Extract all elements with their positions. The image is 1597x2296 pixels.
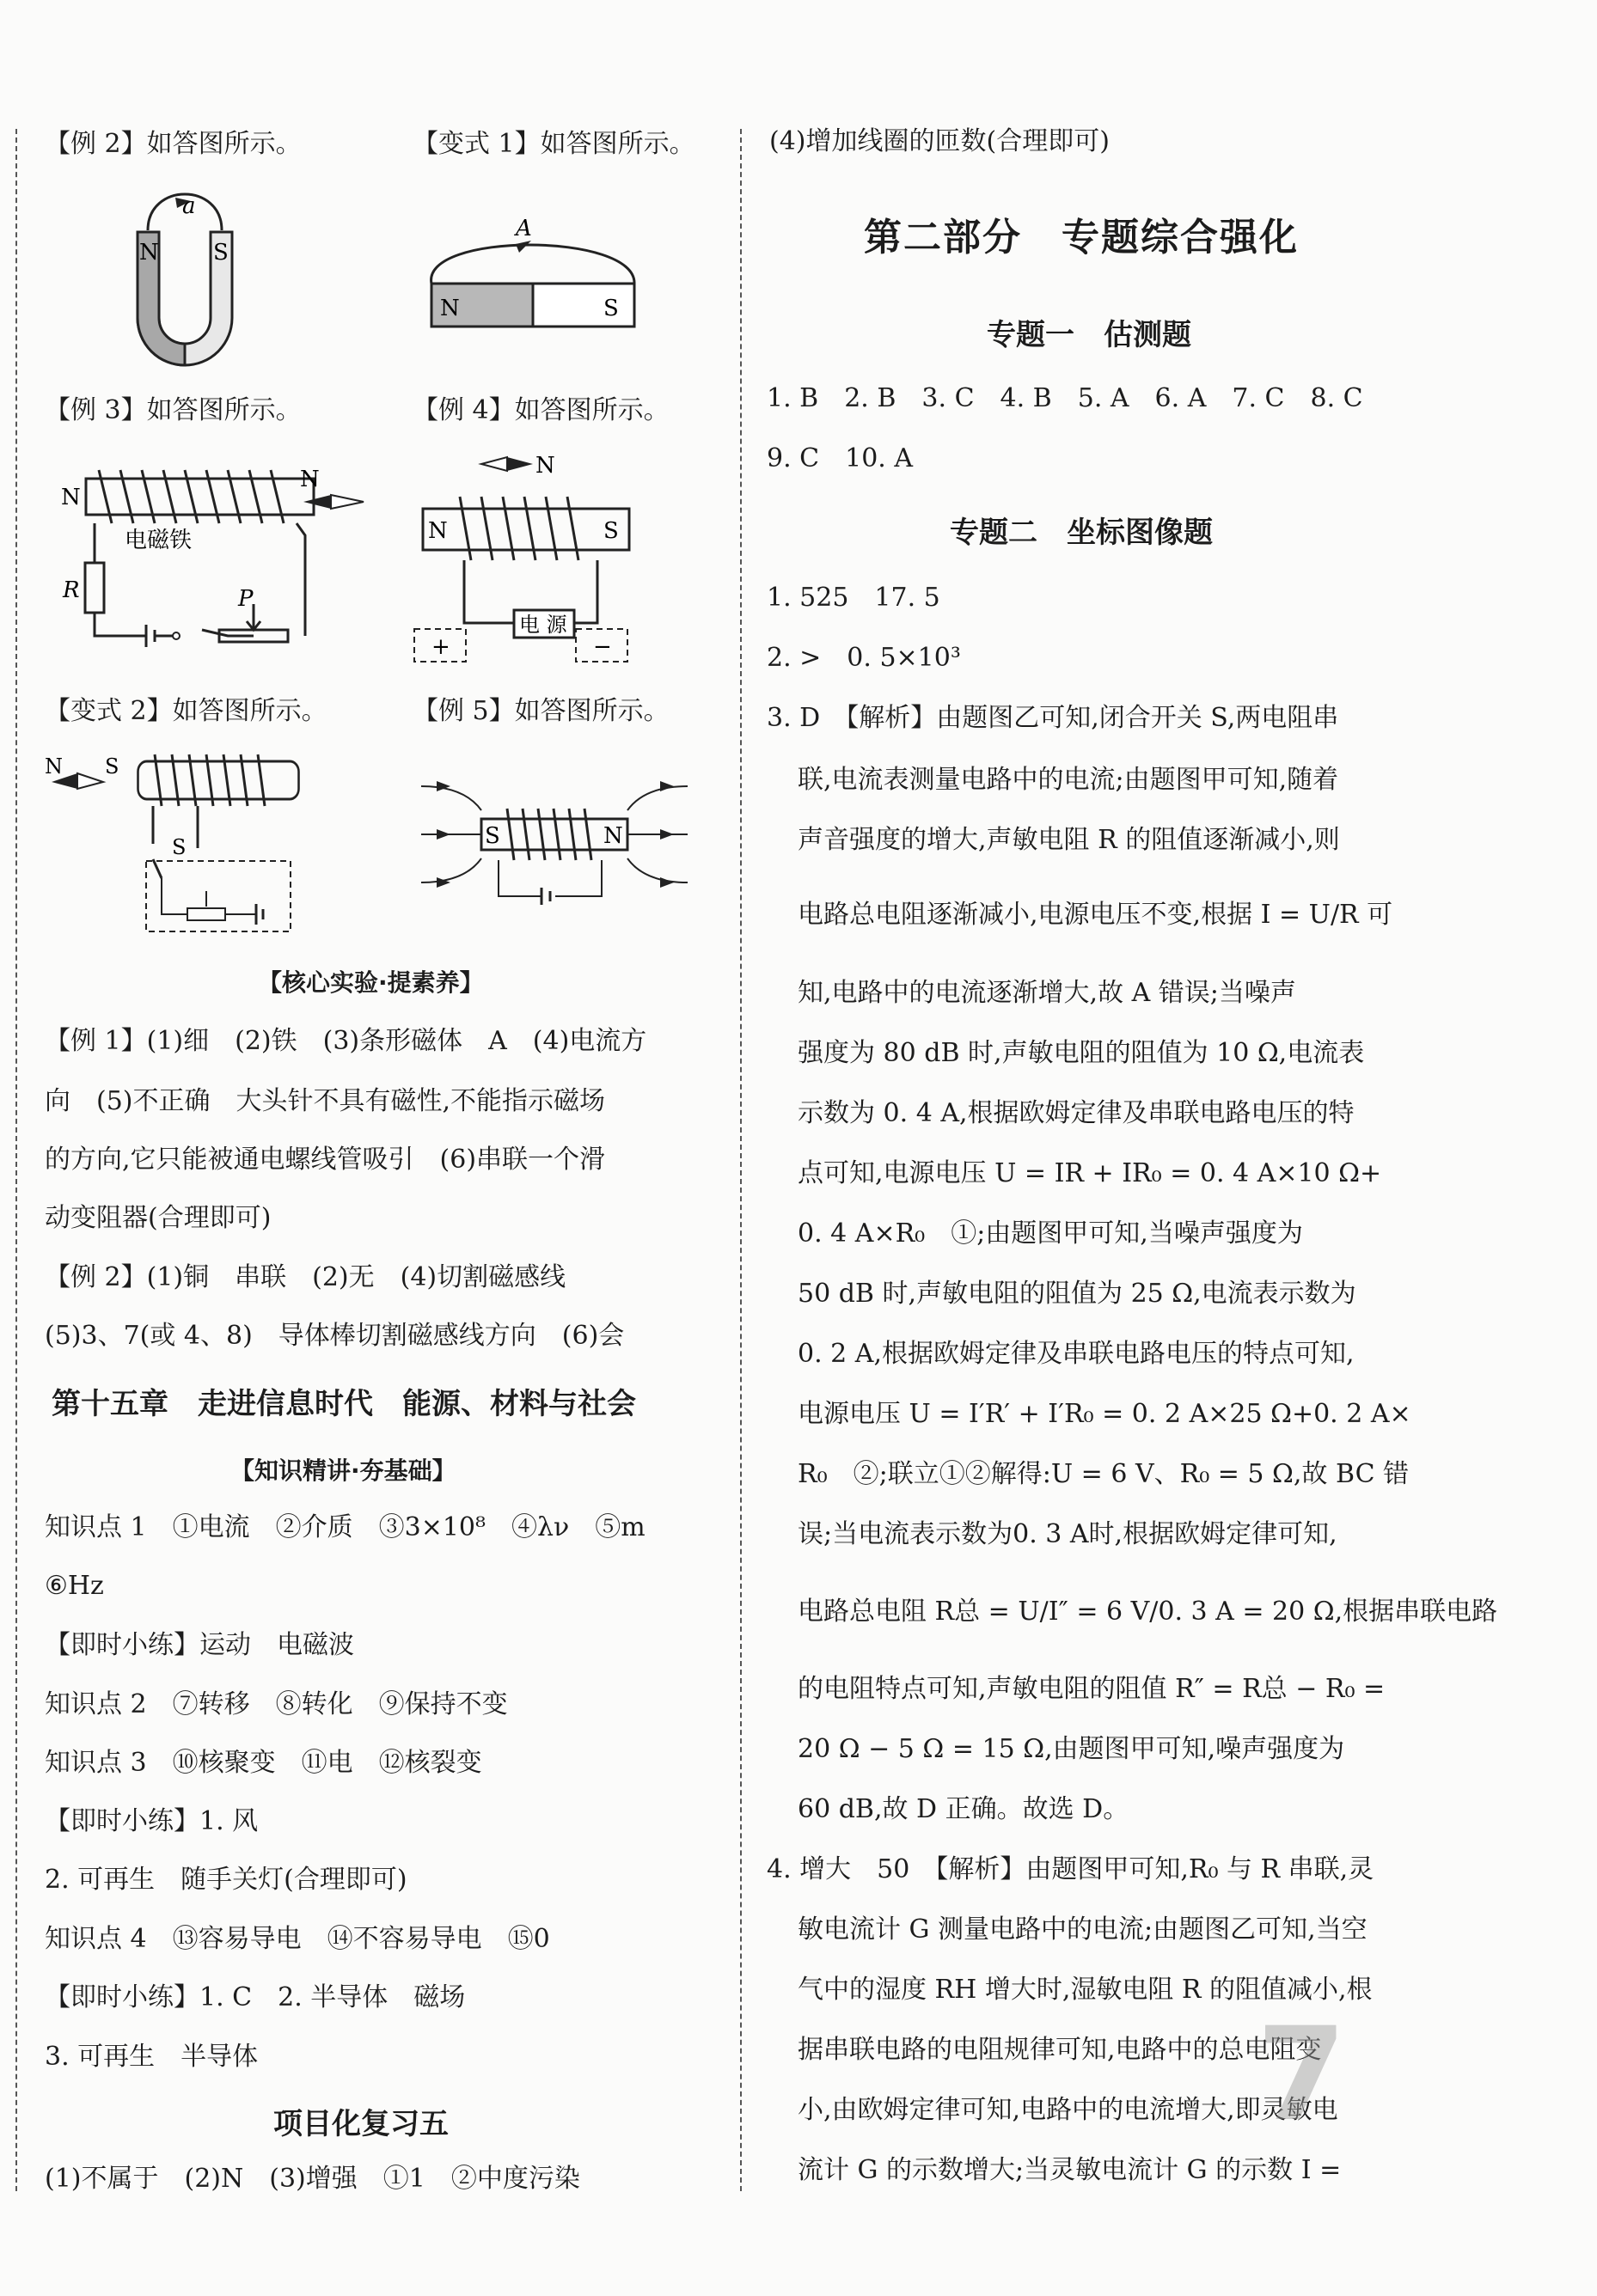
caption-variant-1: 【变式 1】如答图所示。 xyxy=(413,129,695,159)
right-top-line: (4)增加线圈的匝数(合理即可) xyxy=(769,126,1110,156)
knowledge-line-8: 知识点 4 ⑬容易导电 ⑭不容易导电 ⑮0 xyxy=(45,1924,550,1954)
knowledge-line-3: 【即时小练】运动 电磁波 xyxy=(45,1630,354,1660)
u-magnet-figure xyxy=(120,180,258,374)
caption-example-3: 【例 3】如答图所示。 xyxy=(45,395,302,425)
caption-example-2: 【例 2】如答图所示。 xyxy=(45,129,302,159)
field-arrow xyxy=(516,241,531,253)
review-line: (1)不属于 (2)N (3)增强 ①1 ②中度污染 xyxy=(45,2164,580,2194)
resistor-r xyxy=(85,563,104,613)
needle-dark xyxy=(303,495,331,509)
label-r: R xyxy=(63,577,80,603)
terminal-plus: + xyxy=(431,634,450,660)
topic2-line-14: 电源电压 U = I′R′ + I′R₀ = 0. 2 A×25 Ω+0. 2 A× xyxy=(798,1399,1411,1429)
field-lines xyxy=(421,786,688,882)
topic2-line-23: 气中的湿度 RH 增大时,湿敏电阻 R 的阻值减小,根 xyxy=(798,1975,1373,2005)
topic2-line-8: 强度为 80 dB 时,声敏电阻的阻值为 10 Ω,电流表 xyxy=(798,1038,1365,1068)
knowledge-line-5: 知识点 3 ⑩核聚变 ⑪电 ⑫核裂变 xyxy=(45,1748,482,1778)
solenoid-switch-figure xyxy=(43,749,301,938)
battery xyxy=(256,904,263,925)
chapter-title: 第十五章 走进信息时代 能源、材料与社会 xyxy=(52,1387,636,1421)
coil-windings xyxy=(507,809,591,860)
knowledge-line-1: 知识点 1 ①电流 ②介质 ③3×10⁸ ④λν ⑤m xyxy=(45,1512,646,1542)
label-n: N xyxy=(440,296,460,321)
needle-light xyxy=(331,495,364,509)
battery xyxy=(542,888,550,905)
topic2-line-4: 联,电流表测量电路中的电流;由题图甲可知,随着 xyxy=(798,765,1339,795)
compass-needle-ex3 xyxy=(297,466,374,517)
caption-variant-2: 【变式 2】如答图所示。 xyxy=(45,696,327,726)
label-n-needle: N xyxy=(300,467,320,492)
topic2-line-17: 电路总电阻 R总 = U/I″ = 6 V/0. 3 A = 20 Ω,根据串联电路 xyxy=(798,1597,1498,1627)
topic1-title: 专题一 估测题 xyxy=(987,318,1191,352)
label-n: N xyxy=(139,240,159,266)
label-s: S xyxy=(603,518,619,544)
topic2-line-10: 点可知,电源电压 U = IR + IR₀ = 0. 4 A×10 Ω+ xyxy=(798,1158,1382,1188)
knowledge-heading: 【知识精讲·夯基础】 xyxy=(230,1456,456,1485)
topic2-line-18: 的电阻特点可知,声敏电阻的阻值 R″ = R总 − R₀ = xyxy=(798,1674,1386,1704)
rheostat xyxy=(187,908,225,920)
topic1-answers-2: 9. C 10. A xyxy=(767,443,914,473)
review-title: 项目化复习五 xyxy=(273,2107,449,2141)
bar-s-half xyxy=(533,284,634,327)
label-s: S xyxy=(485,823,500,849)
column-divider-dashed-line xyxy=(740,129,742,2191)
core-line-4: 动变阻器(合理即可) xyxy=(45,1203,272,1233)
knowledge-line-10: 3. 可再生 半导体 xyxy=(45,2042,259,2072)
core-line-5: 【例 2】(1)铜 串联 (2)无 (4)切割磁感线 xyxy=(45,1262,566,1292)
topic2-line-13: 0. 2 A,根据欧姆定律及串联电路电压的特点可知, xyxy=(798,1339,1355,1369)
core-line-3: 的方向,它只能被通电螺线管吸引 (6)串联一个滑 xyxy=(45,1145,606,1175)
knowledge-line-4: 知识点 2 ⑦转移 ⑧转化 ⑨保持不变 xyxy=(45,1689,508,1719)
topic2-line-2: 2. > 0. 5×10³ xyxy=(767,643,961,673)
label-a: A xyxy=(516,216,532,241)
caption-example-4: 【例 4】如答图所示。 xyxy=(413,395,670,425)
topic2-line-15: R₀ ②;联立①②解得:U = 6 V、R₀ = 5 Ω,故 BC 错 xyxy=(798,1459,1410,1489)
core-label: 电磁铁 xyxy=(125,528,193,553)
knowledge-line-9: 【即时小练】1. C 2. 半导体 磁场 xyxy=(45,1982,466,2012)
topic2-line-21: 4. 增大 50 【解析】由题图甲可知,R₀ 与 R 串联,灵 xyxy=(767,1854,1374,1884)
label-n-left: N xyxy=(61,485,81,510)
needle-light xyxy=(77,773,103,789)
topic2-line-11: 0. 4 A×R₀ ①;由题图甲可知,当噪声强度为 xyxy=(798,1218,1303,1249)
needle-top-right xyxy=(507,457,533,471)
topic2-line-9: 示数为 0. 4 A,根据欧姆定律及串联电路电压的特 xyxy=(798,1098,1355,1128)
bar-magnet-figure xyxy=(413,215,645,339)
core-line-6: (5)3、7(或 4、8) 导体棒切割磁感线方向 (6)会 xyxy=(45,1321,625,1351)
label-s: S xyxy=(603,296,619,321)
core-line-1: 【例 1】(1)细 (2)铁 (3)条形磁体 A (4)电流方 xyxy=(45,1026,647,1056)
knowledge-line-2: ⑥Hz xyxy=(45,1571,104,1601)
knowledge-line-7: 2. 可再生 随手关灯(合理即可) xyxy=(45,1865,407,1895)
topic2-line-1: 1. 525 17. 5 xyxy=(767,583,940,613)
core-line-2: 向 (5)不正确 大头针不具有磁性,不能指示磁场 xyxy=(45,1086,606,1116)
topic2-line-16: 误;当电流表示数为0. 3 A时,根据欧姆定律可知, xyxy=(798,1519,1337,1549)
solenoid-core xyxy=(423,509,629,550)
topic2-title: 专题二 坐标图像题 xyxy=(950,516,1213,550)
circuit-wires xyxy=(499,860,602,896)
part-title: 第二部分 专题综合强化 xyxy=(864,216,1299,260)
caption-example-5: 【例 5】如答图所示。 xyxy=(413,696,670,726)
battery xyxy=(146,625,155,647)
topic2-line-26: 流计 G 的示数增大;当灵敏电流计 G 的示数 I = xyxy=(798,2155,1342,2185)
solenoid-power-figure xyxy=(413,447,662,670)
label-n: N xyxy=(428,518,448,544)
terminal-minus: − xyxy=(593,634,612,660)
topic1-answers-1: 1. B 2. B 3. C 4. B 5. A 6. A 7. C 8. C xyxy=(767,383,1363,413)
topic2-line-24: 据串联电路的电阻规律可知,电路中的总电阻变 xyxy=(798,2035,1322,2065)
page-number: 7 xyxy=(1257,2000,1347,2150)
solenoid-core xyxy=(138,761,299,799)
label-n: N xyxy=(603,823,623,849)
label-s: S xyxy=(213,240,229,266)
core-experiment-heading: 【核心实验·提素养】 xyxy=(258,968,484,997)
topic2-line-3: 3. D 【解析】由题图乙可知,闭合开关 S,两电阻串 xyxy=(767,703,1339,733)
topic2-line-7: 知,电路中的电流逐渐增大,故 A 错误;当噪声 xyxy=(798,978,1296,1008)
topic2-line-20: 60 dB,故 D 正确。故选 D。 xyxy=(798,1794,1129,1824)
label-a: a xyxy=(182,193,196,219)
needle-top-left xyxy=(481,457,507,471)
left-margin-dashed-line xyxy=(15,129,17,2191)
label-p: P xyxy=(238,586,254,612)
topic2-line-19: 20 Ω − 5 Ω = 15 Ω,由题图甲可知,噪声强度为 xyxy=(798,1734,1345,1764)
topic2-line-22: 敏电流计 G 测量电路中的电流;由题图乙可知,当空 xyxy=(798,1914,1368,1945)
field-line-a xyxy=(431,245,634,284)
power-source-label: 电 源 xyxy=(519,613,567,637)
topic2-line-25: 小,由欧姆定律可知,电路中的电流增大,即灵敏电 xyxy=(798,2095,1338,2125)
label-n-top: N xyxy=(535,453,555,479)
topic2-line-6: 电路总电阻逐渐减小,电源电压不变,根据 I = U/R 可 xyxy=(798,900,1393,930)
label-switch: S xyxy=(172,835,187,859)
topic2-line-5: 声音强度的增大,声敏电阻 R 的阻值逐渐减小,则 xyxy=(798,825,1340,855)
knowledge-line-6: 【即时小练】1. 风 xyxy=(45,1806,259,1836)
solenoid-field-figure xyxy=(413,769,696,907)
label-n: N xyxy=(45,754,63,779)
topic2-line-12: 50 dB 时,声敏电阻的阻值为 25 Ω,电流表示数为 xyxy=(798,1279,1356,1309)
label-s: S xyxy=(105,754,119,779)
